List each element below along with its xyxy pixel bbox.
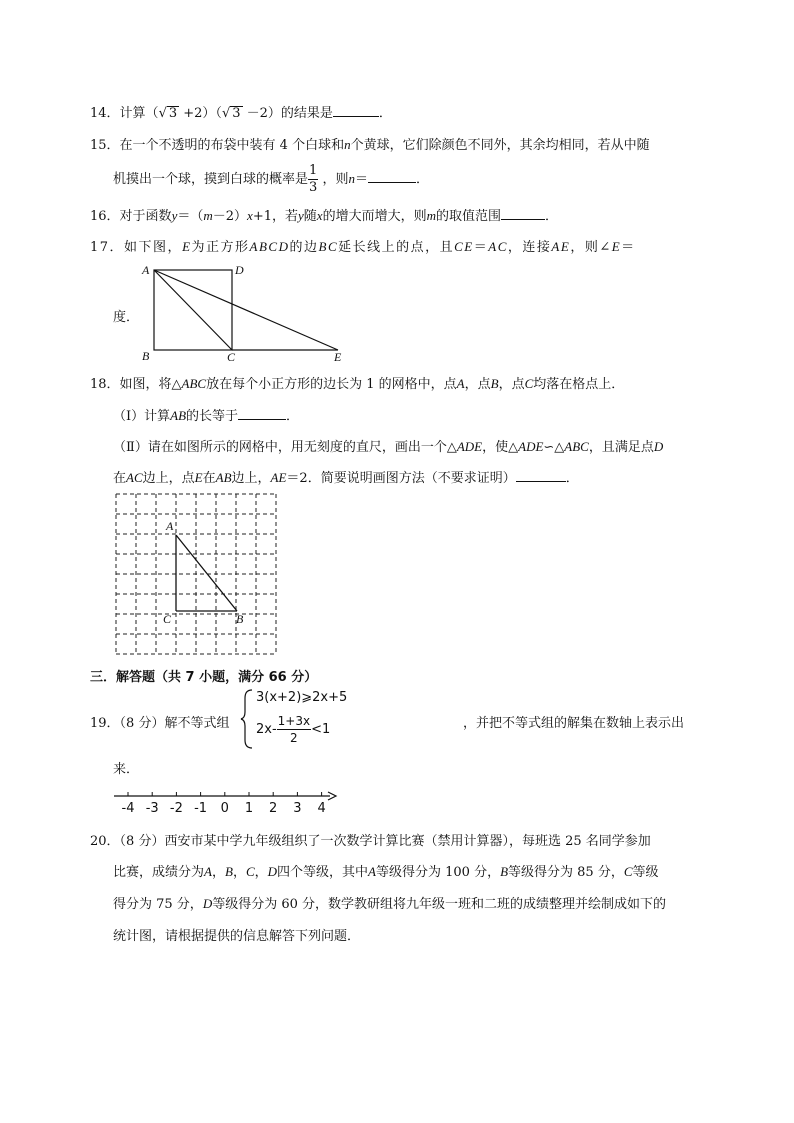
q15-line2: 机摸出一个球，摸到白球的概率是 $\frac{1}{3}$ ，则n＝ ． — [113, 163, 429, 195]
answer-blank — [516, 469, 566, 482]
q18-part2-line2: 在AC边上，点E在AB边上，AE＝2．简要说明画图方法（不要求证明） ． — [113, 470, 579, 486]
q16: 16．对于函数y＝（m－2）x+1，若y随x的增大而增大，则m的取值范围 ． — [90, 208, 558, 224]
sqrt-3: 3 — [168, 106, 178, 121]
label-b: B — [236, 612, 244, 626]
q19-lead: 19．（8 分）解不等式组 — [90, 716, 230, 731]
axis-tick-label: -4 — [121, 801, 135, 816]
label-e: E — [334, 350, 342, 364]
inequality-1: 3(x+2)⩾2x+5 — [256, 690, 348, 705]
axis-tick-label: 0 — [220, 801, 229, 816]
q20-line4: 统计图，请根据提供的信息解答下列问题． — [113, 929, 361, 944]
axis-tick-label: -1 — [194, 801, 208, 816]
fraction-1-3: $\frac{1}{3}$ — [309, 163, 318, 195]
q20-line3: 得分为 75 分，D等级得分为 60 分，数学教研组将九年级一班和二班的成绩整理并绘制成如下的 — [113, 896, 667, 912]
dashed-grid — [116, 494, 276, 654]
number-line — [112, 786, 342, 816]
label-a: A — [142, 263, 150, 277]
label-c: C — [163, 612, 172, 626]
q14: 14．计算（√ 3 +2）（√ 3 －2）的结果是 ． — [90, 106, 392, 121]
q17-figure — [138, 260, 353, 365]
q15-line1: 15．在一个不透明的布袋中装有 4 个白球和n个黄球，它们除颜色不同外，其余均相同，若从中随 — [90, 137, 650, 153]
q19-rest: ，并把不等式组的解集在数轴上表示出 — [463, 716, 685, 731]
q20-line1: 20．（8 分）西安市某中学九年级组织了一次数学计算比赛（禁用计算器），每班选 25 名同学参加 — [90, 834, 651, 849]
q18-grid-figure — [112, 490, 282, 656]
answer-blank — [501, 207, 545, 220]
label-b: B — [142, 349, 150, 363]
axis-tick-label: -2 — [169, 801, 183, 816]
segment-ae — [154, 270, 338, 350]
q19-tail: 来． — [113, 762, 140, 777]
answer-blank — [238, 407, 286, 420]
axis-tick-label: 3 — [293, 801, 302, 816]
axis-tick-label: -3 — [145, 801, 159, 816]
brace-icon — [240, 688, 254, 750]
q18-line1: 18．如图，将△ABC放在每个小正方形的边长为 1 的网格中，点A，点B，点C均落在格点上． — [90, 376, 625, 392]
label-c: C — [227, 350, 236, 364]
q18-part1: （I）计算AB的长等于 ． — [113, 408, 300, 424]
answer-blank — [333, 104, 379, 117]
q18-part2-line1: （Ⅱ）请在如图所示的网格中，用无刻度的直尺，画出一个△ADE，使△ADE∽△ABC，且满足点D — [113, 439, 664, 455]
fraction-1plus3x-over-2: $\frac{1+3x}{2}$ — [277, 714, 311, 745]
label-d: D — [235, 263, 244, 277]
axis-tick-label: 2 — [269, 801, 278, 816]
section-title: 三．解答题（共 7 小题，满分 66 分） — [90, 670, 318, 685]
segment-ab — [176, 535, 237, 611]
segment-ac — [154, 270, 232, 350]
axis-tick-label: 4 — [317, 801, 326, 816]
label-a: A — [166, 519, 174, 533]
answer-blank — [368, 170, 416, 183]
q17-tail: 度． — [113, 310, 140, 325]
inequality-2: 2x- $\frac{1+3x}{2}$ <1 — [256, 714, 331, 745]
q20-line2: 比赛，成绩分为A，B，C，D四个等级，其中A等级得分为 100 分，B等级得分为 85 分，C等级 — [113, 864, 659, 880]
q17-line1: 17．如下图，E为正方形ABCD的边BC延长线上的点，且CE＝AC，连接AE，则∠E＝ — [90, 239, 636, 255]
axis-tick-label: 1 — [244, 801, 254, 816]
